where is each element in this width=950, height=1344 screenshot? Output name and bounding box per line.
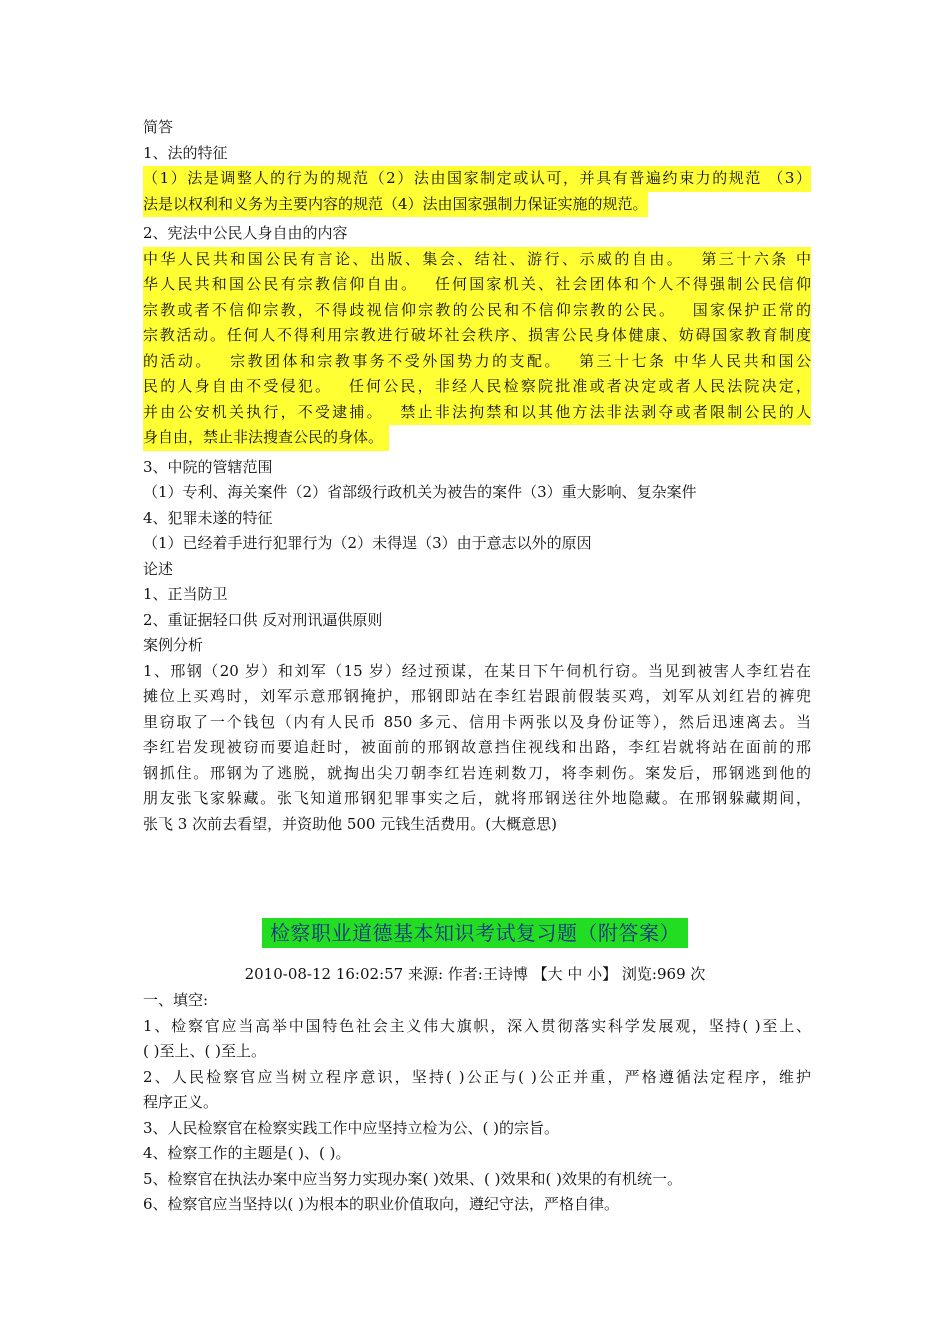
section-heading-essay: 论述	[143, 559, 174, 578]
fill-in-line: 程序正义。	[143, 1093, 219, 1111]
answer-3: （1）专利、海关案件（2）省部级行政机关为被告的案件（3）重大影响、复杂案件	[143, 483, 697, 501]
case-line: 1、邢钢（20 岁）和刘军（15 岁）经过预谋，在某日下午伺机行窃。当见到被害人李红岩在	[143, 661, 811, 680]
answer-1-line: （1）法是调整人的行为的规范（2）法由国家制定或认可，并具有普遍约束力的规范 （3）	[143, 166, 811, 192]
fill-in-line: 4、检察工作的主题是( )、( )。	[143, 1144, 351, 1162]
case-line: 张飞 3 次前去看望，并资助他 500 元钱生活费用。(大概意思)	[143, 814, 557, 833]
short-answer-section	[143, 115, 811, 837]
answer-2-line: 宗教活动。任何人不得利用宗教进行破坏社会秩序、损害公民身体健康、妨碍国家教育制度	[143, 323, 811, 349]
question-1: 1、法的特征	[143, 143, 228, 162]
answer-2-line: 宗教或者不信仰宗教，不得歧视信仰宗教的公民和不信仰宗教的公民。 国家保护正常的	[143, 298, 811, 324]
answer-2-line: 的活动。 宗教团体和宗教事务不受外国势力的支配。 第三十七条 中华人民共和国公	[143, 349, 811, 375]
answer-2-line: 华人民共和国公民有宗教信仰自由。 任何国家机关、社会团体和个人不得强制公民信仰	[143, 272, 811, 298]
answer-2-line: 民的人身自由不受侵犯。 任何公民，非经人民检察院批准或者决定或者人民法院决定，	[143, 374, 811, 400]
answer-1-highlight	[143, 166, 811, 221]
answer-2-highlight	[143, 247, 811, 455]
fill-in-line: 1、检察官应当高举中国特色社会主义伟大旗帜，深入贯彻落实科学发展观，坚持( )至上、	[143, 1016, 811, 1035]
answer-2-line: 中华人民共和国公民有言论、出版、集会、结社、游行、示威的自由。 第三十六条 中	[143, 247, 811, 273]
fill-in-line: 3、人民检察官在检察实践工作中应坚持立检为公、( )的宗旨。	[143, 1118, 560, 1137]
fill-in-line: 6、检察官应当坚持以( )为根本的职业价值取向，遵纪守法，严格自律。	[143, 1195, 620, 1213]
question-3: 3、中院的管辖范围	[143, 457, 273, 476]
question-4: 4、犯罪未遂的特征	[143, 508, 273, 527]
answer-4: （1）已经着手进行犯罪行为（2）未得逞（3）由于意志以外的原因	[143, 534, 592, 552]
fill-in-line: 5、检察官在执法办案中应当努力实现办案( )效果、( )效果和( )效果的有机统一。	[143, 1169, 682, 1188]
fill-in-line: 2、人民检察官应当树立程序意识，坚持( )公正与( )公正并重，严格遵循法定程序，维护	[143, 1067, 811, 1086]
article-title-text: 检察职业道德基本知识考试复习题（附答案）	[262, 918, 688, 948]
answer-2-line: 身自由，禁止非法搜查公民的身体。	[143, 425, 389, 451]
section-heading-case: 案例分析	[143, 636, 204, 654]
essay-item-2: 2、重证据轻口供 反对刑讯逼供原则	[143, 610, 383, 629]
fill-in-line: ( )至上、( )至上。	[143, 1042, 266, 1060]
case-line: 朋友张飞家躲藏。张飞知道邢钢犯罪事实之后，就将邢钢送往外地隐藏。在邢钢躲藏期间，	[143, 789, 811, 807]
article-meta: 2010-08-12 16:02:57 来源: 作者:王诗博 【大 中 小】 浏览:969 次	[244, 965, 706, 983]
case-line: 李红岩发现被窃而要追赶时，被面前的邢钢故意挡住视线和出路，李红岩就将站在面前的邢	[143, 738, 811, 756]
question-2: 2、宪法中公民人身自由的内容	[143, 224, 348, 242]
case-line: 摊位上买鸡时，刘军示意邢钢掩护，邢钢即站在李红岩跟前假装买鸡，刘军从刘红岩的裤兜	[143, 687, 811, 705]
fill-in-section	[143, 988, 811, 1218]
answer-2-line: 并由公安机关执行，不受逮捕。 禁止非法拘禁和以其他方法非法剥夺或者限制公民的人	[143, 400, 811, 426]
case-line: 钢抓住。邢钢为了逃脱，就掏出尖刀朝李红岩连刺数刀，将李刺伤。案发后，邢钢逃到他的	[143, 763, 811, 782]
section-heading-short-answer: 简答	[143, 118, 174, 136]
essay-item-1: 1、正当防卫	[143, 585, 228, 603]
section-heading-fill-in: 一、填空:	[143, 991, 209, 1009]
article-title	[0, 918, 950, 948]
case-line: 里窃取了一个钱包（内有人民币 850 多元、信用卡两张以及身份证等），然后迅速离去。当	[143, 712, 811, 731]
answer-1-line: 法是以权利和义务为主要内容的规范（4）法由国家强制力保证实施的规范。	[143, 192, 648, 218]
